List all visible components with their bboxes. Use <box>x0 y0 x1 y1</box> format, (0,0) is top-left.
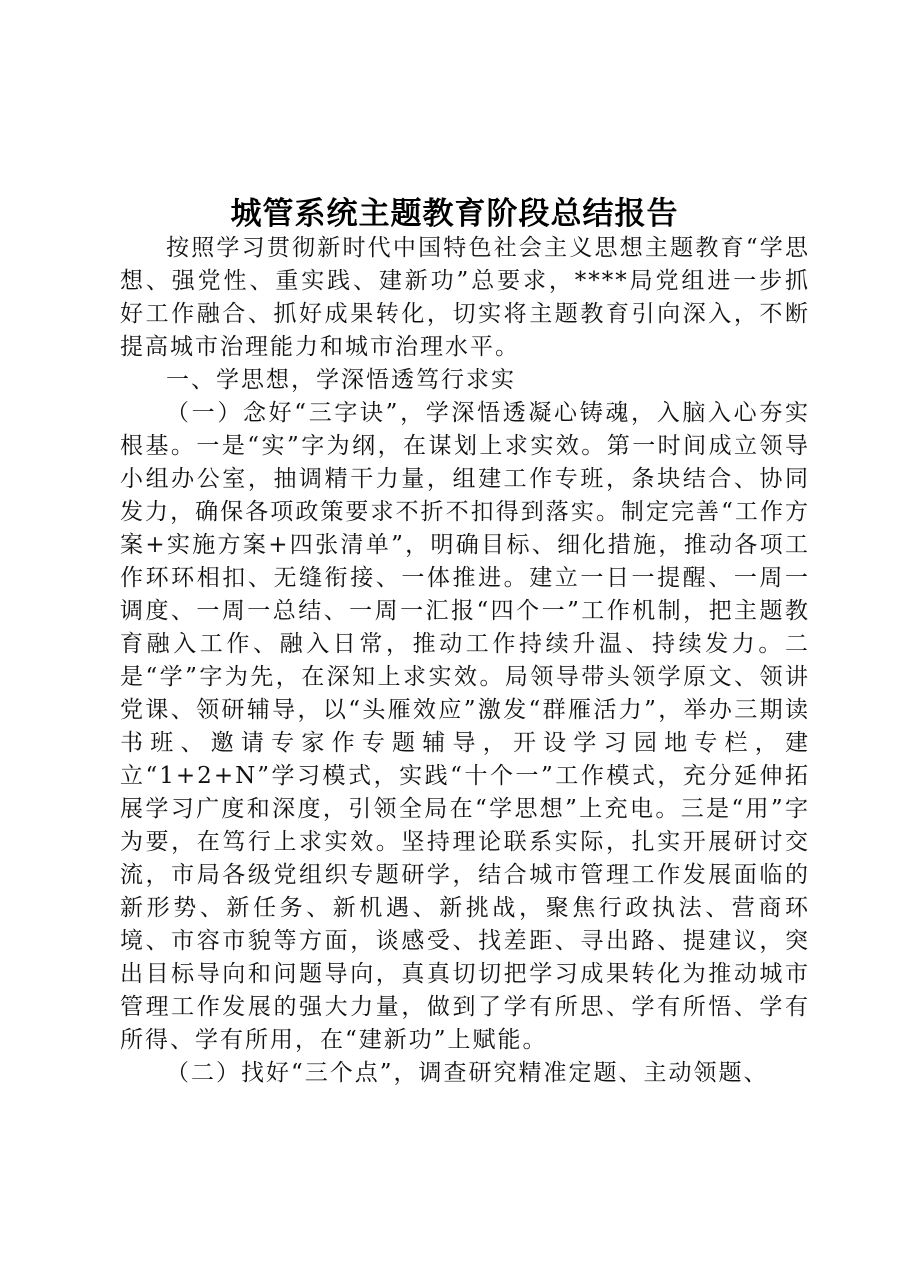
subsection-paragraph: （二）找好“三个点”，调查研究精准定题、主动领题、 <box>166 1060 769 1086</box>
document-body <box>120 232 810 1090</box>
section-heading: 一、学思想，学深悟透笃行求实 <box>166 367 516 393</box>
document-title: 城管系统主题教育阶段总结报告 <box>230 196 679 232</box>
intro-paragraph: 按照学习贯彻新时代中国特色社会主义思想主题教育“学思想、强党性、重实践、建新功”总要求，****局党组进一步抓好工作融合、抓好成果转化，切实将主题教育引向深入，不断提高城市治理能力和城市治理水平。 <box>120 235 810 360</box>
subsection-paragraph: （一）念好“三字诀”，学深悟透凝心铸魂，入脑入心夯实根基。一是“实”字为纲，在谋划上求实效。第一时间成立领导小组办公室，抽调精干力量，组建工作专班，条块结合、协同发力，确保各项政策要求不折不扣得到落实。制定完善“工作方案+实施方案+四张清单”，明确目标、细化措施，推动各项工作环环相扣、无缝衔接、一体推进。建立一日一提醒、一周一调度、一周一总结、一周一汇报“四个一”工作机制，把主题教育融入工作、融入日常，推动工作持续升温、持续发力。二是“学”字为先，在深知上求实效。局领导带头领学原文、领讲党课、领研辅导，以“头雁效应”激发“群雁活力”，举办三期读书班、邀请专家作专题辅导，开设学习园地专栏，建立“1+2+N”学习模式，实践“十个一”工作模式，充分延伸拓展学习广度和深度，引领全局在“学思想”上充电。三是“用”字为要，在笃行上求实效。坚持理论联系实际，扎实开展研讨交流，市局各级党组织专题研学，结合城市管理工作发展面临的新形势、新任务、新机遇、新挑战，聚焦行政执法、营商环境、市容市貌等方面，谈感受、找差距、寻出路、提建议，突出目标导向和问题导向，真真切切把学习成果转化为推动城市管理工作发展的强大力量，做到了学有所思、学有所悟、学有所得、学有所用，在“建新功”上赋能。 <box>120 400 810 1053</box>
